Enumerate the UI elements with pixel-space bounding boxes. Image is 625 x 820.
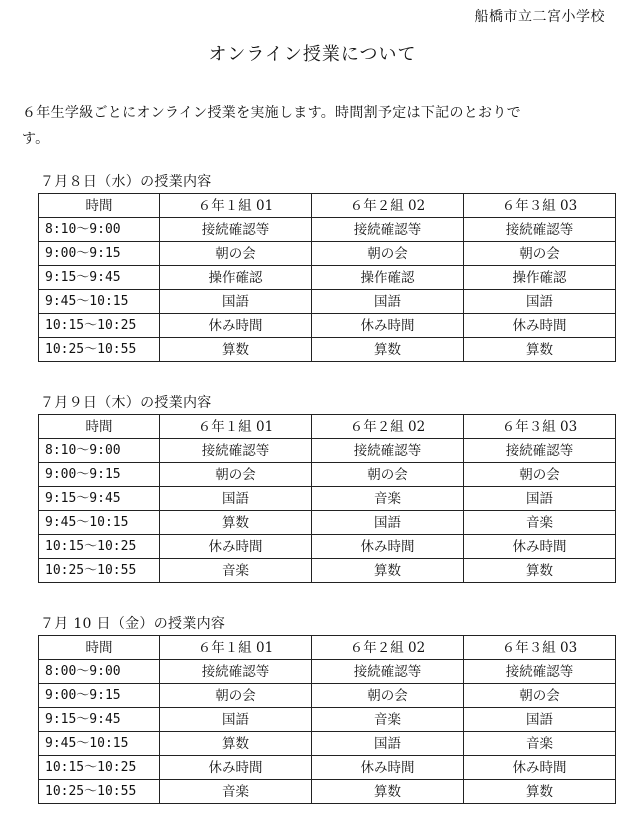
subject-cell: 休み時間 xyxy=(464,535,616,559)
table-row xyxy=(39,708,616,732)
time-cell: 10:25〜10:55 xyxy=(39,780,160,804)
subject-cell: 国語 xyxy=(312,732,464,756)
subject-cell: 朝の会 xyxy=(160,684,312,708)
subject-cell: 休み時間 xyxy=(160,756,312,780)
column-header: ６年３組 03 xyxy=(464,194,616,218)
subject-cell: 接続確認等 xyxy=(312,660,464,684)
subject-cell: 朝の会 xyxy=(160,463,312,487)
schedule-table xyxy=(38,193,616,362)
subject-cell: 休み時間 xyxy=(464,756,616,780)
subject-cell: 休み時間 xyxy=(312,314,464,338)
subject-cell: 接続確認等 xyxy=(464,660,616,684)
time-cell: 10:25〜10:55 xyxy=(39,338,160,362)
schedule-table xyxy=(38,635,616,804)
table-row xyxy=(39,684,616,708)
subject-cell: 算数 xyxy=(160,338,312,362)
time-cell: 9:15〜9:45 xyxy=(39,708,160,732)
table-row xyxy=(39,463,616,487)
subject-cell: 休み時間 xyxy=(160,535,312,559)
column-header: ６年１組 01 xyxy=(160,415,312,439)
subject-cell: 音楽 xyxy=(464,732,616,756)
subject-cell: 音楽 xyxy=(464,511,616,535)
subject-cell: 接続確認等 xyxy=(160,439,312,463)
schedule-day-title: ７月９日（木）の授業内容 xyxy=(40,395,212,411)
column-header: ６年１組 01 xyxy=(160,194,312,218)
time-cell: 8:10〜9:00 xyxy=(39,439,160,463)
column-header: ６年２組 02 xyxy=(312,636,464,660)
time-cell: 9:00〜9:15 xyxy=(39,242,160,266)
time-cell: 10:15〜10:25 xyxy=(39,535,160,559)
column-header: 時間 xyxy=(39,636,160,660)
table-row xyxy=(39,439,616,463)
table-row xyxy=(39,338,616,362)
subject-cell: 朝の会 xyxy=(464,463,616,487)
time-cell: 10:15〜10:25 xyxy=(39,314,160,338)
subject-cell: 国語 xyxy=(160,290,312,314)
subject-cell: 接続確認等 xyxy=(464,218,616,242)
subject-cell: 朝の会 xyxy=(312,463,464,487)
subject-cell: 接続確認等 xyxy=(160,218,312,242)
time-cell: 10:25〜10:55 xyxy=(39,559,160,583)
schedule-day-3 xyxy=(38,614,615,804)
intro-line-1: ６年生学級ごとにオンライン授業を実施します。時間割予定は下記のとおりで xyxy=(22,105,521,121)
column-header: 時間 xyxy=(39,415,160,439)
subject-cell: 操作確認 xyxy=(312,266,464,290)
subject-cell: 音楽 xyxy=(160,559,312,583)
table-row xyxy=(39,780,616,804)
time-cell: 10:15〜10:25 xyxy=(39,756,160,780)
subject-cell: 音楽 xyxy=(160,780,312,804)
subject-cell: 算数 xyxy=(160,511,312,535)
table-row xyxy=(39,535,616,559)
subject-cell: 接続確認等 xyxy=(312,218,464,242)
schedule-day-title: ７月 10 日（金）の授業内容 xyxy=(40,616,226,632)
column-header: ６年３組 03 xyxy=(464,636,616,660)
subject-cell: 国語 xyxy=(464,290,616,314)
subject-cell: 接続確認等 xyxy=(160,660,312,684)
intro-paragraph xyxy=(22,100,612,152)
subject-cell: 算数 xyxy=(464,559,616,583)
subject-cell: 国語 xyxy=(160,708,312,732)
subject-cell: 休み時間 xyxy=(160,314,312,338)
column-header: ６年１組 01 xyxy=(160,636,312,660)
subject-cell: 朝の会 xyxy=(160,242,312,266)
subject-cell: 朝の会 xyxy=(312,242,464,266)
time-cell: 8:10〜9:00 xyxy=(39,218,160,242)
schedule-table xyxy=(38,414,616,583)
subject-cell: 算数 xyxy=(312,338,464,362)
subject-cell: 接続確認等 xyxy=(464,439,616,463)
subject-cell: 休み時間 xyxy=(464,314,616,338)
table-header-row xyxy=(39,194,616,218)
subject-cell: 国語 xyxy=(312,290,464,314)
table-row xyxy=(39,314,616,338)
subject-cell: 国語 xyxy=(464,487,616,511)
subject-cell: 朝の会 xyxy=(464,242,616,266)
subject-cell: 音楽 xyxy=(312,487,464,511)
subject-cell: 国語 xyxy=(160,487,312,511)
subject-cell: 休み時間 xyxy=(312,756,464,780)
subject-cell: 操作確認 xyxy=(160,266,312,290)
table-row xyxy=(39,487,616,511)
subject-cell: 算数 xyxy=(464,780,616,804)
schedule-day-2 xyxy=(38,393,615,583)
school-name: 船橋市立二宮小学校 xyxy=(474,9,605,25)
subject-cell: 接続確認等 xyxy=(312,439,464,463)
column-header: ６年３組 03 xyxy=(464,415,616,439)
subject-cell: 国語 xyxy=(464,708,616,732)
time-cell: 9:00〜9:15 xyxy=(39,684,160,708)
subject-cell: 朝の会 xyxy=(464,684,616,708)
schedule-day-1 xyxy=(38,172,615,362)
table-row xyxy=(39,511,616,535)
time-cell: 9:00〜9:15 xyxy=(39,463,160,487)
page-title: オンライン授業について xyxy=(208,44,417,65)
table-row xyxy=(39,756,616,780)
time-cell: 9:45〜10:15 xyxy=(39,290,160,314)
time-cell: 9:15〜9:45 xyxy=(39,487,160,511)
time-cell: 8:00〜9:00 xyxy=(39,660,160,684)
table-row xyxy=(39,290,616,314)
subject-cell: 算数 xyxy=(464,338,616,362)
time-cell: 9:45〜10:15 xyxy=(39,511,160,535)
column-header: ６年２組 02 xyxy=(312,415,464,439)
table-row xyxy=(39,732,616,756)
subject-cell: 算数 xyxy=(160,732,312,756)
subject-cell: 算数 xyxy=(312,559,464,583)
schedule-day-title: ７月８日（水）の授業内容 xyxy=(40,174,212,190)
table-row xyxy=(39,660,616,684)
table-header-row xyxy=(39,636,616,660)
table-row xyxy=(39,559,616,583)
time-cell: 9:45〜10:15 xyxy=(39,732,160,756)
subject-cell: 音楽 xyxy=(312,708,464,732)
subject-cell: 操作確認 xyxy=(464,266,616,290)
table-row xyxy=(39,242,616,266)
table-row xyxy=(39,266,616,290)
subject-cell: 朝の会 xyxy=(312,684,464,708)
time-cell: 9:15〜9:45 xyxy=(39,266,160,290)
subject-cell: 休み時間 xyxy=(312,535,464,559)
subject-cell: 算数 xyxy=(312,780,464,804)
table-row xyxy=(39,218,616,242)
subject-cell: 国語 xyxy=(312,511,464,535)
table-header-row xyxy=(39,415,616,439)
intro-line-2: す。 xyxy=(22,131,50,147)
column-header: ６年２組 02 xyxy=(312,194,464,218)
column-header: 時間 xyxy=(39,194,160,218)
